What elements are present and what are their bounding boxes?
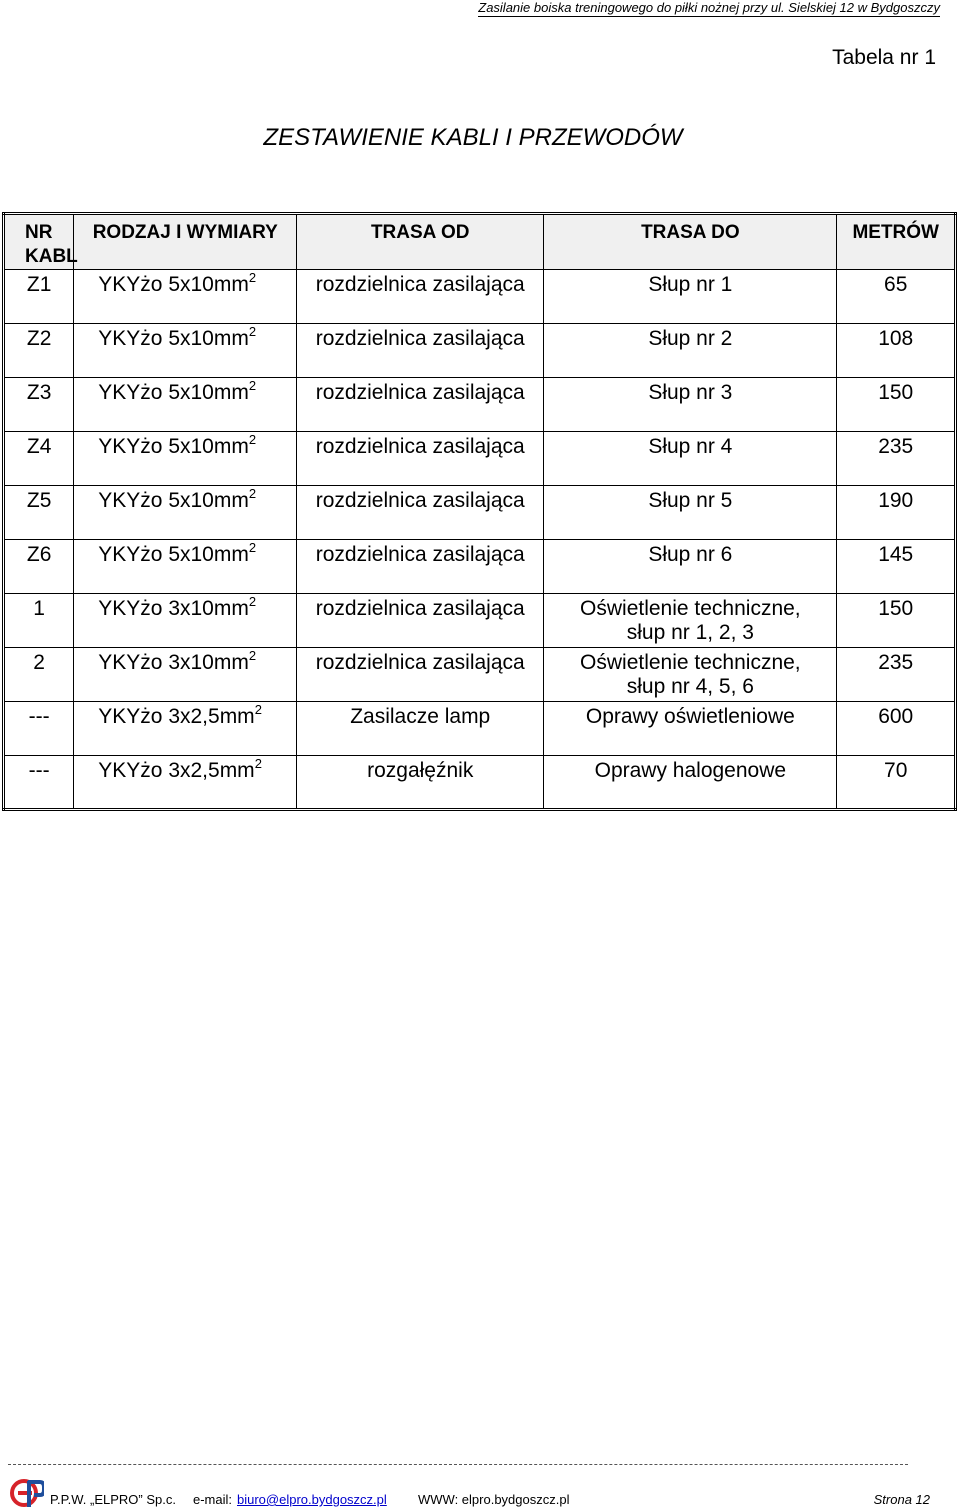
table-row [4, 378, 956, 432]
cell-from: Zasilacze lamp [297, 702, 544, 756]
table-label: Tabela nr 1 [832, 46, 936, 69]
cell-meters: 150 [837, 594, 956, 648]
document-title: ZESTAWIENIE KABLI I PRZEWODÓW [263, 124, 683, 151]
footer [10, 1478, 940, 1508]
cell-to-line: Oświetlenie techniczne, [580, 651, 801, 674]
cell-to-line: Słup nr 3 [648, 381, 733, 404]
cell-to-line: Oświetlenie techniczne, [580, 597, 801, 620]
cell-from: rozdzielnica zasilająca [297, 594, 544, 648]
cell-from: rozdzielnica zasilająca [297, 324, 544, 378]
cell-to [544, 270, 837, 324]
cell-from: rozgałęźnik [297, 756, 544, 810]
cell-to-line: Oprawy halogenowe [594, 759, 787, 782]
footer-divider [8, 1464, 908, 1465]
cell-to [544, 324, 837, 378]
header-nr: NR KABL [4, 214, 74, 270]
cell-meters: 150 [837, 378, 956, 432]
cell-nr: 2 [4, 648, 74, 702]
table-row [4, 648, 956, 702]
table-row [4, 324, 956, 378]
cell-type [74, 594, 297, 648]
cable-type-text: YKYżo 3x10mm [98, 651, 249, 674]
cell-to [544, 432, 837, 486]
cell-from: rozdzielnica zasilająca [297, 270, 544, 324]
cell-meters: 235 [837, 648, 956, 702]
cell-to [544, 378, 837, 432]
cell-to [544, 594, 837, 648]
footer-company: P.P.W. „ELPRO” Sp.c. [50, 1492, 176, 1507]
cell-meters: 235 [837, 432, 956, 486]
cable-type-text: YKYżo 3x10mm [98, 597, 249, 620]
cell-from: rozdzielnica zasilająca [297, 648, 544, 702]
cell-type [74, 648, 297, 702]
company-logo-icon [10, 1478, 44, 1508]
cross-section-exponent: 2 [248, 648, 257, 663]
table-row [4, 270, 956, 324]
cross-section-exponent: 2 [248, 324, 257, 339]
cell-type [74, 486, 297, 540]
cell-from: rozdzielnica zasilająca [297, 486, 544, 540]
table-header-row [4, 214, 956, 270]
table-row [4, 702, 956, 756]
cables-table [2, 212, 957, 811]
cell-nr: --- [4, 702, 74, 756]
cell-to-line: Oprawy oświetleniowe [585, 705, 795, 728]
cell-meters: 145 [837, 540, 956, 594]
cell-to-line: Słup nr 6 [648, 543, 733, 566]
cell-nr: Z2 [4, 324, 74, 378]
table-row [4, 432, 956, 486]
cell-type [74, 270, 297, 324]
cell-to-line: Słup nr 2 [648, 327, 733, 350]
cell-to [544, 540, 837, 594]
footer-email-label: e-mail: [193, 1492, 233, 1507]
cell-meters: 600 [837, 702, 956, 756]
cable-type-text: YKYżo 5x10mm [98, 489, 249, 512]
table-row [4, 486, 956, 540]
cable-type-text: YKYżo 3x2,5mm [98, 705, 255, 728]
cell-to [544, 486, 837, 540]
cable-type-text: YKYżo 5x10mm [98, 543, 249, 566]
cross-section-exponent: 2 [254, 756, 262, 771]
cell-nr: Z3 [4, 378, 74, 432]
cell-type [74, 324, 297, 378]
cell-meters: 190 [837, 486, 956, 540]
cell-nr: Z6 [4, 540, 74, 594]
cross-section-exponent: 2 [248, 432, 257, 447]
cell-nr: 1 [4, 594, 74, 648]
header-meters: METRÓW [837, 214, 956, 270]
cross-section-exponent: 2 [248, 486, 257, 501]
cell-type [74, 756, 297, 810]
cell-meters: 65 [837, 270, 956, 324]
header-to: TRASA DO [544, 214, 837, 270]
cross-section-exponent: 2 [248, 540, 257, 555]
cell-type [74, 378, 297, 432]
cell-to-line: Słup nr 5 [648, 489, 733, 512]
cell-from: rozdzielnica zasilająca [297, 432, 544, 486]
cell-meters: 108 [837, 324, 956, 378]
cell-nr: Z4 [4, 432, 74, 486]
table-row [4, 594, 956, 648]
page-number: Strona 12 [873, 1492, 930, 1507]
cross-section-exponent: 2 [248, 378, 257, 393]
cable-type-text: YKYżo 3x2,5mm [98, 759, 255, 782]
cell-meters: 70 [837, 756, 956, 810]
cell-nr: Z5 [4, 486, 74, 540]
cable-type-text: YKYżo 5x10mm [98, 381, 249, 404]
cell-to [544, 756, 837, 810]
cell-to-line: Słup nr 4 [648, 435, 733, 458]
cross-section-exponent: 2 [254, 702, 262, 717]
cell-to [544, 702, 837, 756]
cross-section-exponent: 2 [248, 270, 257, 285]
cable-type-text: YKYżo 5x10mm [98, 273, 249, 296]
header-from: TRASA OD [297, 214, 544, 270]
table-row [4, 756, 956, 810]
cell-type [74, 702, 297, 756]
footer-website: WWW: elpro.bydgoszcz.pl [418, 1492, 570, 1507]
header-type: RODZAJ I WYMIARY [74, 214, 297, 270]
footer-email-link[interactable]: biuro@elpro.bydgoszcz.pl [237, 1492, 387, 1507]
cable-type-text: YKYżo 5x10mm [98, 435, 249, 458]
cell-to-line: Słup nr 1 [648, 273, 733, 296]
cell-nr: Z1 [4, 270, 74, 324]
cell-type [74, 540, 297, 594]
cell-to-line-2: słup nr 1, 2, 3 [626, 621, 754, 644]
cell-nr: --- [4, 756, 74, 810]
cell-to [544, 648, 837, 702]
table-row [4, 540, 956, 594]
cell-from: rozdzielnica zasilająca [297, 378, 544, 432]
running-header: Zasilanie boiska treningowego do piłki nożnej przy ul. Sielskiej 12 w Bydgoszczy [478, 0, 940, 15]
cell-from: rozdzielnica zasilająca [297, 540, 544, 594]
cell-to-line-2: słup nr 4, 5, 6 [626, 675, 754, 698]
cross-section-exponent: 2 [248, 594, 257, 609]
cable-type-text: YKYżo 5x10mm [98, 327, 249, 350]
cell-type [74, 432, 297, 486]
